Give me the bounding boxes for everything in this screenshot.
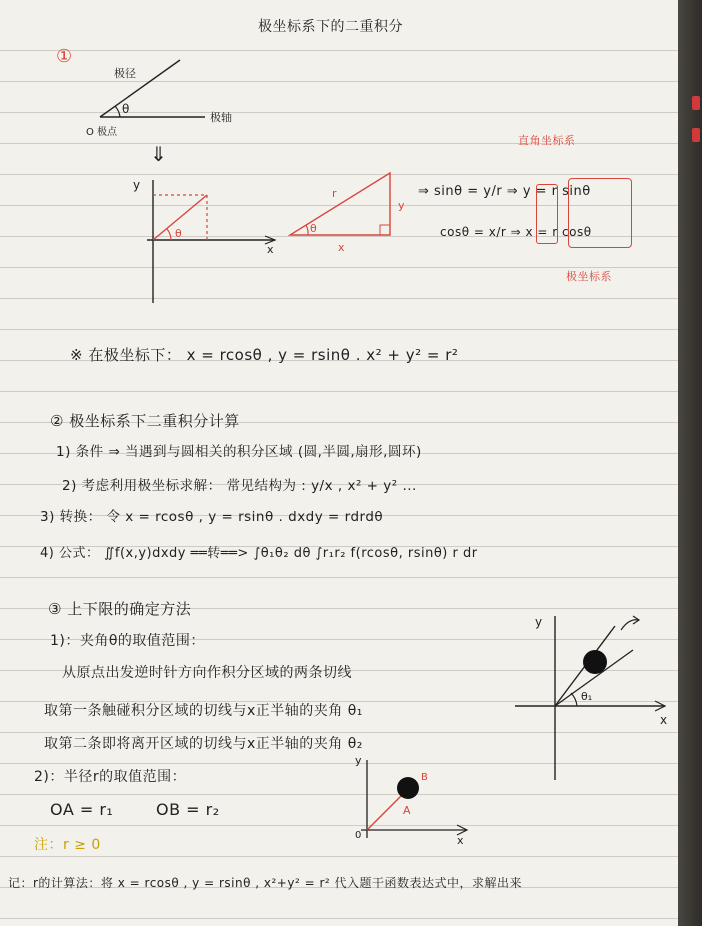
section-3-line-b: 取第一条触碰积分区域的切线与x正半轴的夹角 θ₁ [44, 703, 363, 719]
fig4-y-axis-label: y [535, 615, 543, 629]
equation-cos: cosθ = x/r ⇒ x = r cosθ [440, 225, 592, 239]
section-2-item-3: 3) 转换： 令 x = rcosθ , y = rsinθ . dxdy = rdrdθ [40, 509, 384, 525]
notebook-edge [678, 0, 702, 926]
fig3-side-y: y [398, 199, 405, 212]
fig4-x-axis-label: x [660, 713, 668, 727]
fig3-theta: θ [310, 222, 317, 235]
fig5-y-axis-label: y [355, 754, 362, 767]
fig1-origin-label: O 极点 [86, 127, 118, 138]
section-1-number: ① [56, 46, 73, 67]
fig2-x-axis-label: x [267, 243, 274, 256]
section-3-heading: ③ 上下限的确定方法 [48, 600, 192, 618]
section-3-line-c: 取第二条即将离开区域的切线与x正半轴的夹角 θ₂ [44, 736, 363, 752]
label-polar-coords: 极坐标系 [566, 270, 612, 283]
fig3-side-r: r [332, 187, 337, 200]
footer-note: 记：r的计算法：将 x = rcosθ , y = rsinθ , x²+y² = r² 代入题干函数表达式中，求解出来 [8, 876, 522, 890]
ob-equals-r2: OB = r₂ [156, 800, 220, 819]
section-3-sub-2: 2)：半径r的取值范围： [34, 769, 187, 785]
right-triangle-figure [282, 165, 422, 255]
polar-axis-figure [80, 55, 280, 145]
equation-sin: ⇒ sinθ = y/r ⇒ y = r sinθ [418, 184, 591, 199]
fig5-x-axis-label: x [457, 834, 464, 847]
radius-range-figure [345, 754, 475, 847]
section-2-item-4: 4) 公式： ∬f(x,y)dxdy ══转══> ∫θ₁θ₂ dθ ∫r₁r₂ f(rcosθ, rsinθ) r dr [40, 546, 478, 561]
fig1-polar-radius-label: 极径 [114, 67, 136, 80]
section-2-heading: ② 极坐标系下二重积分计算 [50, 412, 240, 430]
fig1-polar-axis-label: 极轴 [210, 111, 232, 124]
polar-coords-box [568, 178, 632, 248]
rect-coords-box [536, 184, 558, 244]
label-rect-coords: 直角坐标系 [518, 134, 576, 147]
fig5-point-b: B [421, 772, 428, 783]
section-3-line-a: 从原点出发逆时针方向作积分区域的两条切线 [62, 665, 352, 681]
down-arrow: ⇓ [150, 142, 168, 166]
nonnegative-r-note: 注：r ≥ 0 [34, 837, 101, 853]
fig3-side-x: x [338, 241, 345, 254]
fig5-point-a: A [403, 804, 411, 817]
cartesian-figure [125, 175, 285, 310]
fig2-y-axis-label: y [133, 178, 141, 192]
page-title: 极坐标系下的二重积分 [258, 19, 403, 35]
fig4-theta-1: θ₁ [581, 690, 593, 703]
section-2-item-1: 1) 条件 ⇒ 当遇到与圆相关的积分区域 (圆,半圆,扇形,圆环) [56, 444, 422, 460]
tangent-lines-figure [505, 608, 675, 783]
fig5-origin: 0 [355, 830, 362, 841]
section-3-sub-1: 1)：夹角θ的取值范围： [50, 633, 205, 649]
oa-equals-r1: OA = r₁ [50, 800, 114, 819]
summary-line: ※ 在极坐标下： x = rcosθ , y = rsinθ . x² + y² = r² [70, 346, 459, 364]
fig1-theta: θ [122, 102, 130, 116]
section-2-item-2: 2) 考虑利用极坐标求解： 常见结构为 : y/x , x² + y² ... [62, 478, 417, 494]
fig2-theta: θ [175, 227, 182, 240]
